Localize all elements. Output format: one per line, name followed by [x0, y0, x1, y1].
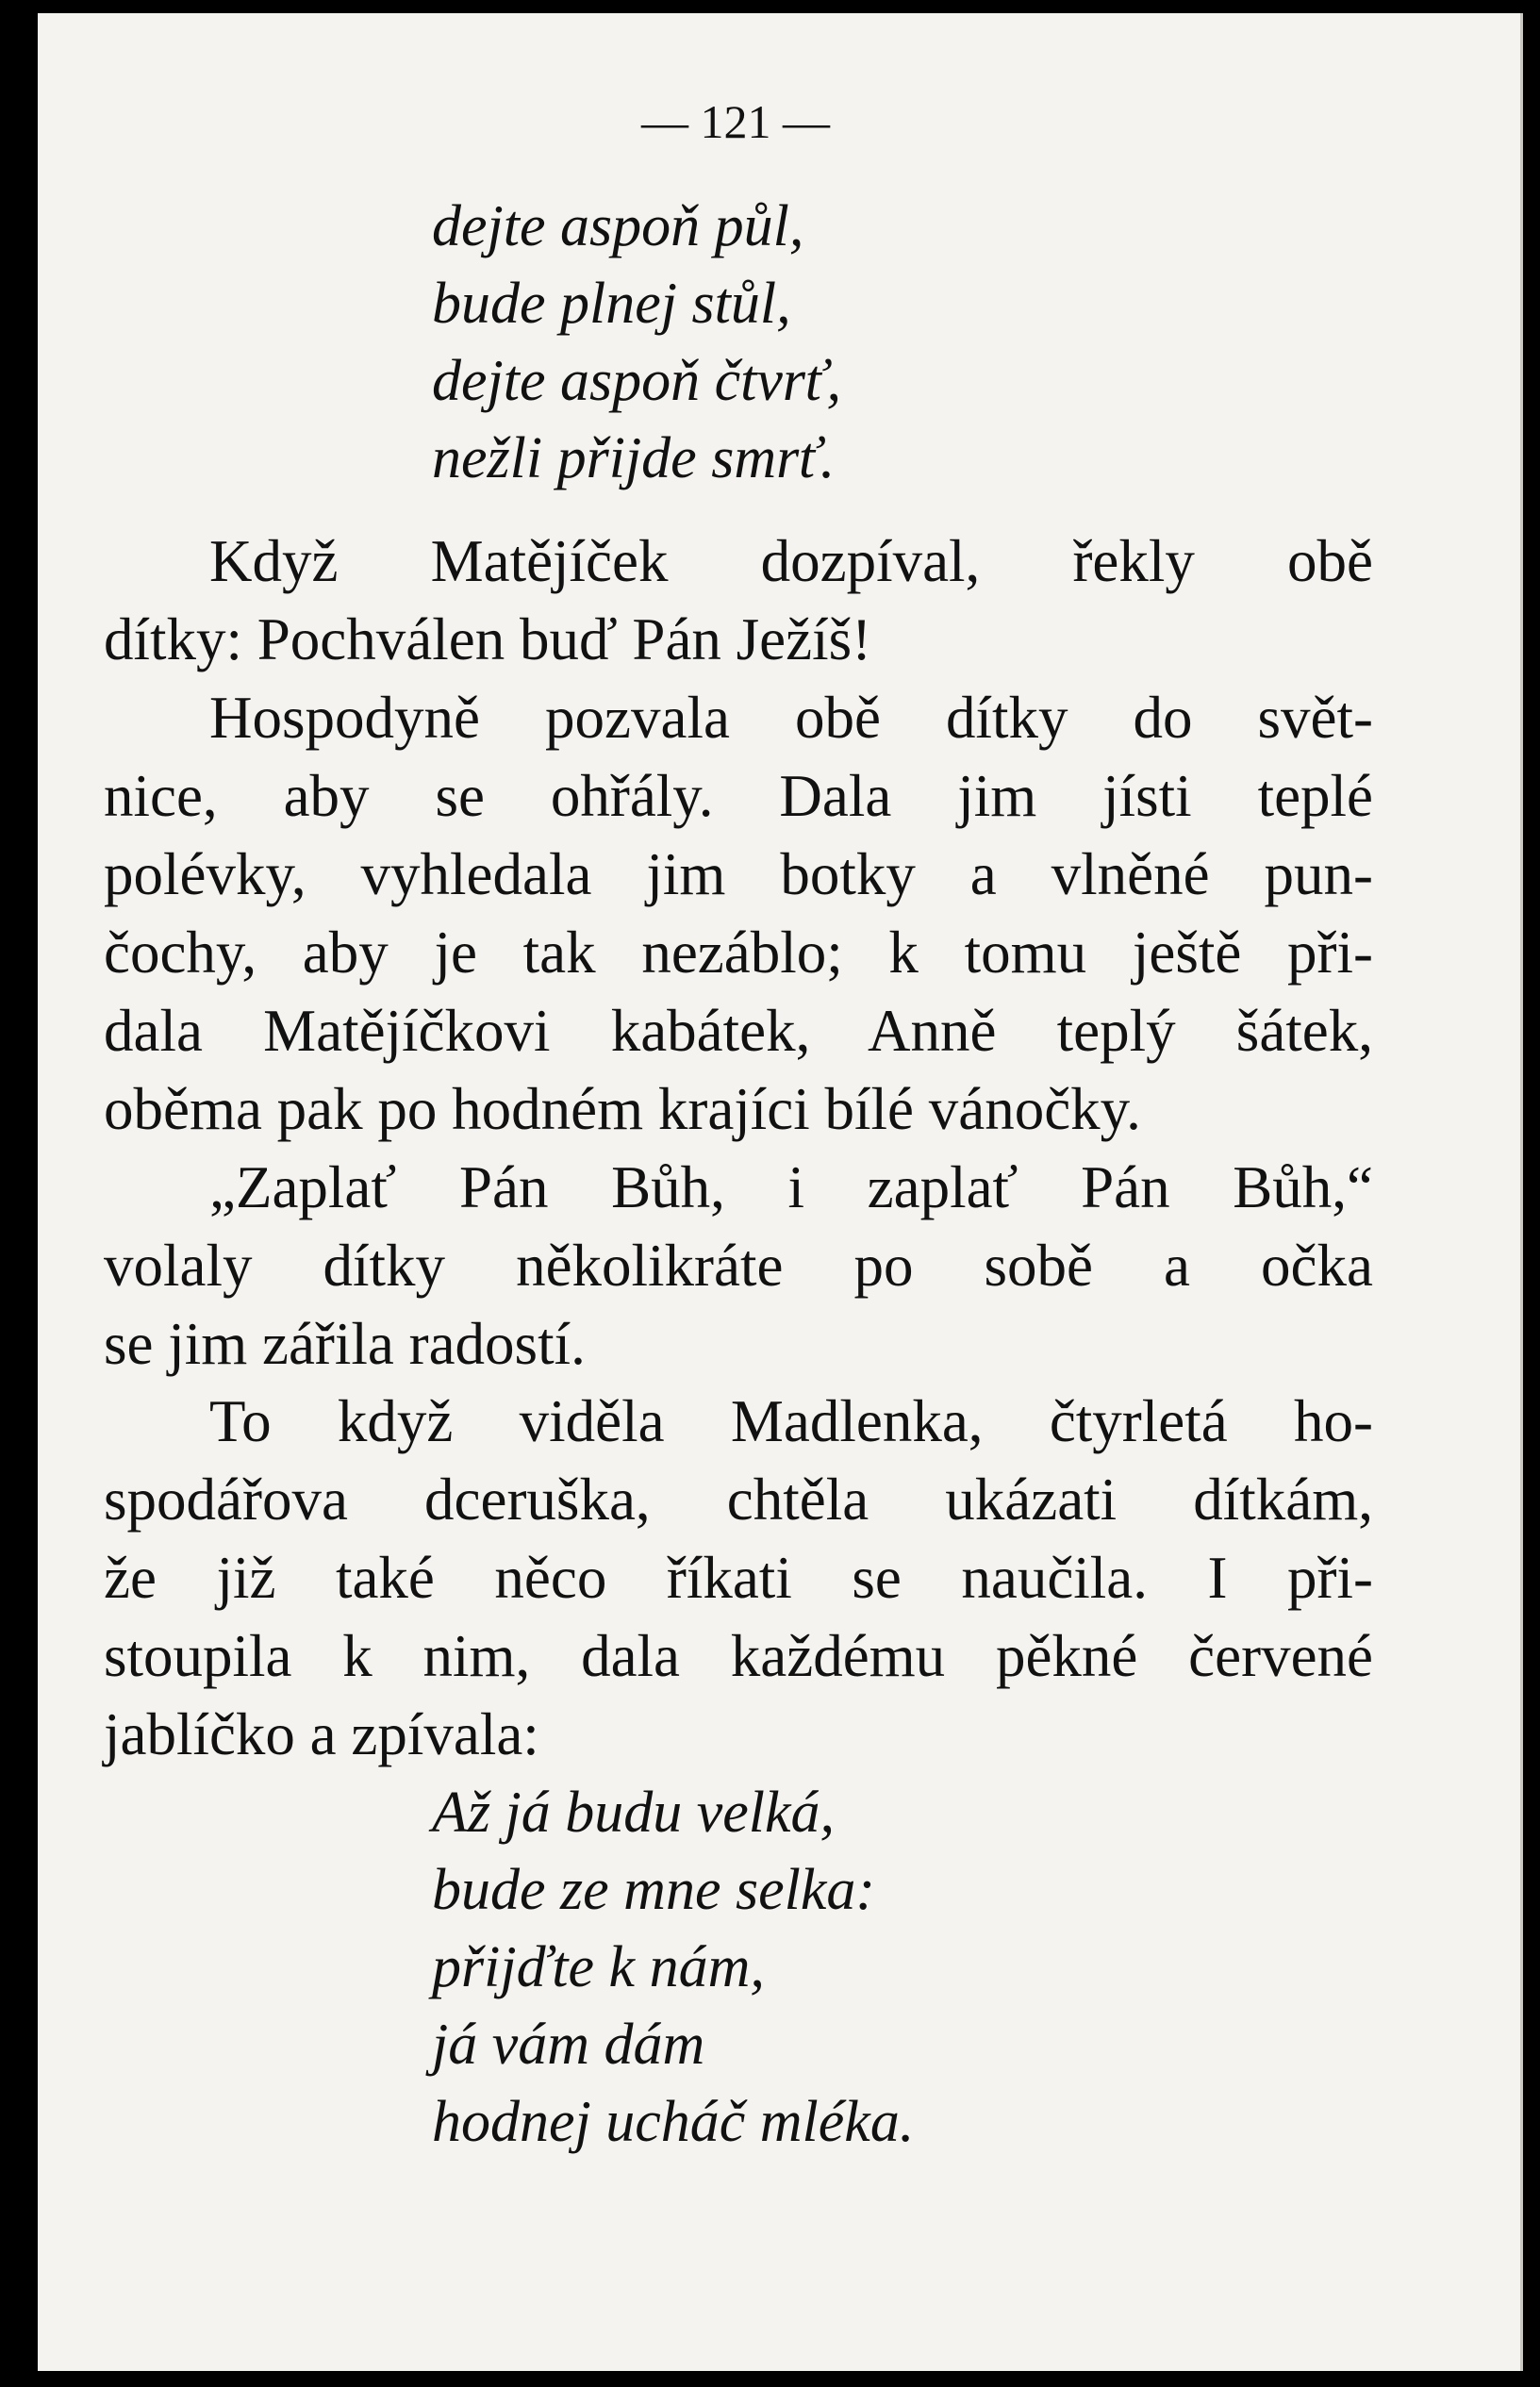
verse-line: nežli přijde smrť.: [432, 426, 836, 490]
text-line: volaly dítky několikráte po sobě a očka: [104, 1233, 1373, 1299]
verse-line: dejte aspoň půl,: [432, 194, 804, 258]
verse-line: já vám dám: [432, 2013, 705, 2077]
verse-line: přijďte k nám,: [432, 1935, 765, 1999]
paragraph: [104, 1383, 1373, 1774]
page-number: — 121 —: [641, 95, 830, 148]
text-line: „Zaplať Pán Bůh, i zaplať Pán Bůh,“: [209, 1154, 1373, 1220]
text-line: dítky: Pochválen buď Pán Ježíš!: [104, 606, 872, 672]
text-line: stoupila k nim, dala každému pěkné červené: [104, 1623, 1373, 1689]
book-page: [38, 13, 1523, 2371]
text-line: se jim zářila radostí.: [104, 1311, 586, 1377]
text-line: Hospodyně pozvala obě dítky do svět-: [209, 685, 1373, 751]
text-line: že již také něco říkati se naučila. I při-: [104, 1545, 1373, 1611]
text-line: Když Matějíček dozpíval, řekly obě: [209, 528, 1373, 594]
text-line: oběma pak po hodném krajíci bílé vánočky.: [104, 1076, 1141, 1142]
paragraph: [104, 522, 1373, 679]
verse-line: bude plnej stůl,: [432, 272, 791, 336]
text-line: polévky, vyhledala jim botky a vlněné pun-: [104, 841, 1373, 907]
text-line: čochy, aby je tak nezáblo; k tomu ještě při-: [104, 920, 1373, 986]
paragraph: [104, 679, 1373, 1149]
verse-line: bude ze mne selka:: [432, 1858, 875, 1922]
text-line: dala Matějíčkovi kabátek, Anně teplý šátek,: [104, 998, 1373, 1064]
text-line: spodářova dceruška, chtěla ukázati dítkám,: [104, 1467, 1373, 1533]
text-line: To když viděla Madlenka, čtyrletá ho-: [209, 1388, 1373, 1454]
verse-line: dejte aspoň čtvrť,: [432, 349, 842, 413]
paragraph: [104, 1149, 1373, 1384]
text-line: jablíčko a zpívala:: [104, 1701, 539, 1767]
verse-line: Až já budu velká,: [432, 1781, 836, 1845]
verse-bottom: [432, 1774, 914, 2161]
text-line: nice, aby se ohřály. Dala jim jísti teplé: [104, 763, 1373, 829]
verse-top: [432, 188, 841, 497]
verse-line: hodnej ucháč mléka.: [432, 2090, 915, 2154]
